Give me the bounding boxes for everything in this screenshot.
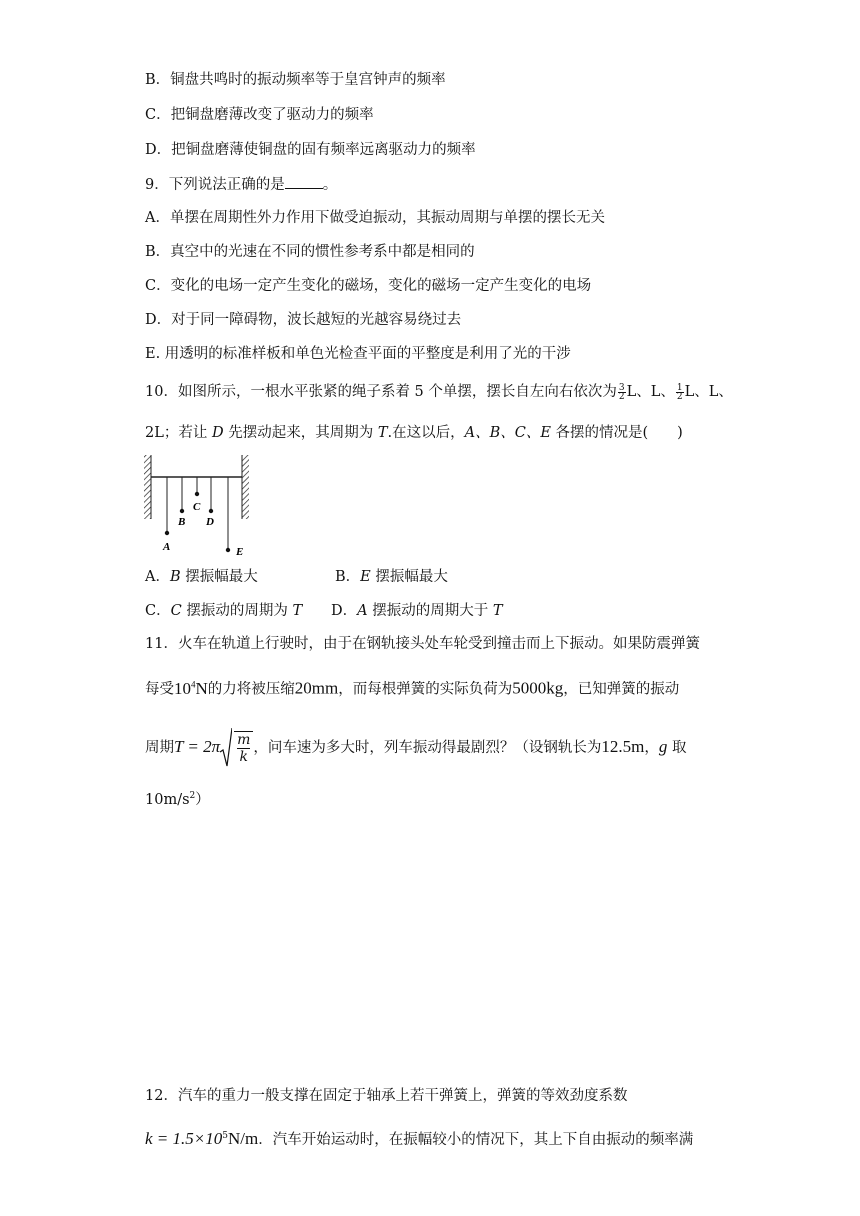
frac-den: 2	[676, 391, 683, 402]
q11-line3	[145, 728, 687, 768]
option-letter: D．	[331, 603, 358, 619]
formula-den: k	[239, 749, 249, 765]
q11-line4	[145, 786, 210, 810]
q9-option-b: B．真空中的光速在不同的惯性参考系中都是相同的	[145, 244, 475, 260]
option-letter: A．	[145, 569, 170, 585]
k-expression: k = 1.5×10	[145, 1128, 223, 1148]
q10-line1-pre: 10．如图所示，一根水平张紧的绳子系着 5 个单摆，摆长自左向右依次为	[145, 384, 617, 400]
pendulum-d-bob	[209, 509, 213, 513]
q9-option-d: D．对于同一障碍物，波长越短的光越容易绕过去	[145, 312, 462, 328]
q12-line2-b: ．汽车开始运动时，在振幅较小的情况下，其上下自由振动的频率满	[258, 1131, 694, 1148]
var-g: g	[658, 737, 668, 756]
q11-line1: 11．火车在轨道上行驶时，由于在钢轨接头处车轮受到撞击而上下振动。如果防震弹簧	[145, 636, 700, 652]
force-unit: N	[195, 678, 208, 698]
option-text: 摆振幅最大	[370, 569, 448, 585]
option-text: 摆振动的周期为	[181, 603, 293, 619]
fraction-three-halves	[618, 384, 626, 401]
q11-line3-d: 取	[667, 740, 687, 756]
load-value: 5000kg	[512, 678, 564, 698]
q11-line2-d: ，已知弹簧的振动	[563, 681, 680, 698]
option-d-line: D．把铜盘磨薄使铜盘的固有频率远离驱动力的频率	[145, 142, 476, 158]
rail-length: 12.5m	[601, 737, 645, 756]
force-value	[174, 679, 208, 698]
answer-blank	[285, 174, 323, 189]
left-wall	[144, 455, 151, 519]
period-formula-lhs: T = 2π	[174, 737, 221, 756]
sqrt-sign	[220, 728, 232, 768]
q11-line3-a: 周期	[145, 740, 174, 756]
frac-num: 1	[676, 382, 683, 393]
sqrt-formula	[220, 728, 253, 768]
q10-l1: L、L、	[626, 384, 675, 400]
label-a: A	[163, 541, 171, 553]
q9-option-c: C．变化的电场一定产生变化的磁场，变化的磁场一定产生变化的电场	[145, 278, 592, 294]
force-exp: 4	[191, 679, 196, 689]
q11-line2-c: ，而每根弹簧的实际负荷为	[338, 681, 513, 698]
pendulum-figure	[142, 453, 262, 561]
q10-line2-d: 各摆的情况是( )	[550, 425, 683, 441]
q10-option-a	[145, 567, 335, 587]
option-text: 摆振幅最大	[180, 569, 258, 585]
q10-options-row2	[145, 601, 503, 621]
q11-line2	[145, 674, 679, 700]
var-c: C	[170, 603, 182, 619]
q9-stem-pre: 9．下列说法正确的是	[145, 177, 285, 193]
var-t: T	[492, 603, 503, 619]
sqrt-fraction	[234, 731, 253, 765]
q11-line3-b: ，问车速为多大时，列车振动得最剧烈？（设钢轨长为	[253, 740, 602, 756]
q11-line2-a: 每受	[145, 681, 174, 698]
q10-line2-a: 2L；若让	[145, 425, 212, 441]
option-b-line: B．铜盘共鸣时的振动频率等于皇宫钟声的频率	[145, 72, 446, 88]
q10-options-row1	[145, 567, 448, 587]
var-d: D	[211, 425, 224, 441]
q9-option-a: A．单摆在周期性外力作用下做受迫振动，其振动周期与单摆的摆长无关	[145, 210, 605, 226]
q11-line4-end: ）	[195, 791, 210, 808]
q10-option-b	[335, 569, 448, 585]
frac-num: 3	[618, 382, 625, 393]
var-t: T	[292, 603, 303, 619]
q12-line2	[145, 1126, 693, 1150]
q11-line3-c: ，	[644, 740, 659, 756]
pendulum-e-bob	[226, 548, 230, 552]
label-d: D	[206, 516, 214, 528]
pendulum-c-bob	[195, 492, 199, 496]
q10-line2-b: 先摆动起来，其周期为	[223, 425, 378, 441]
option-text: 摆振动的周期大于	[367, 603, 493, 619]
frac-den: 2	[618, 391, 625, 402]
q9-option-e: E. 用透明的标准样板和单色光检查平面的平整度是利用了光的干涉	[145, 346, 571, 362]
q10-option-d	[331, 603, 503, 619]
compress-value: 20mm	[294, 678, 339, 698]
k-unit: N/m	[227, 1128, 259, 1148]
right-wall	[242, 455, 249, 519]
var-a: A	[357, 603, 368, 619]
option-letter: B．	[335, 569, 361, 585]
var-e: E	[360, 569, 371, 585]
label-e: E	[236, 546, 244, 558]
vars-abce: A、B、C、E	[464, 425, 551, 441]
fraction-one-half	[676, 384, 684, 401]
g-value: 10m/s	[145, 791, 190, 808]
pendulum-a-bob	[165, 531, 169, 535]
formula-num: m	[237, 732, 251, 748]
q10-line1	[145, 382, 733, 402]
q9-stem	[145, 174, 337, 195]
q10-line2	[145, 423, 683, 443]
q11-line2-b: 的力将被压缩	[207, 681, 295, 698]
force-base: 10	[174, 678, 191, 698]
option-c-line: C．把铜盘磨薄改变了驱动力的频率	[145, 107, 374, 123]
label-b: B	[178, 516, 186, 528]
label-c: C	[193, 501, 201, 513]
option-letter: C．	[145, 603, 171, 619]
k-exp: 5	[222, 1131, 228, 1141]
q12-line1: 12．汽车的重力一般支撑在固定于轴承上若干弹簧上，弹簧的等效劲度系数	[145, 1088, 628, 1104]
q10-option-c	[145, 601, 331, 621]
pendulum-b-bob	[180, 509, 184, 513]
q9-stem-post: 。	[322, 177, 338, 193]
var-t: T	[377, 425, 388, 441]
q10-line2-c: .在这以后，	[387, 425, 465, 441]
q10-l2: L、L、	[684, 384, 733, 400]
var-b: B	[169, 569, 181, 585]
g-exp: 2	[189, 791, 196, 801]
